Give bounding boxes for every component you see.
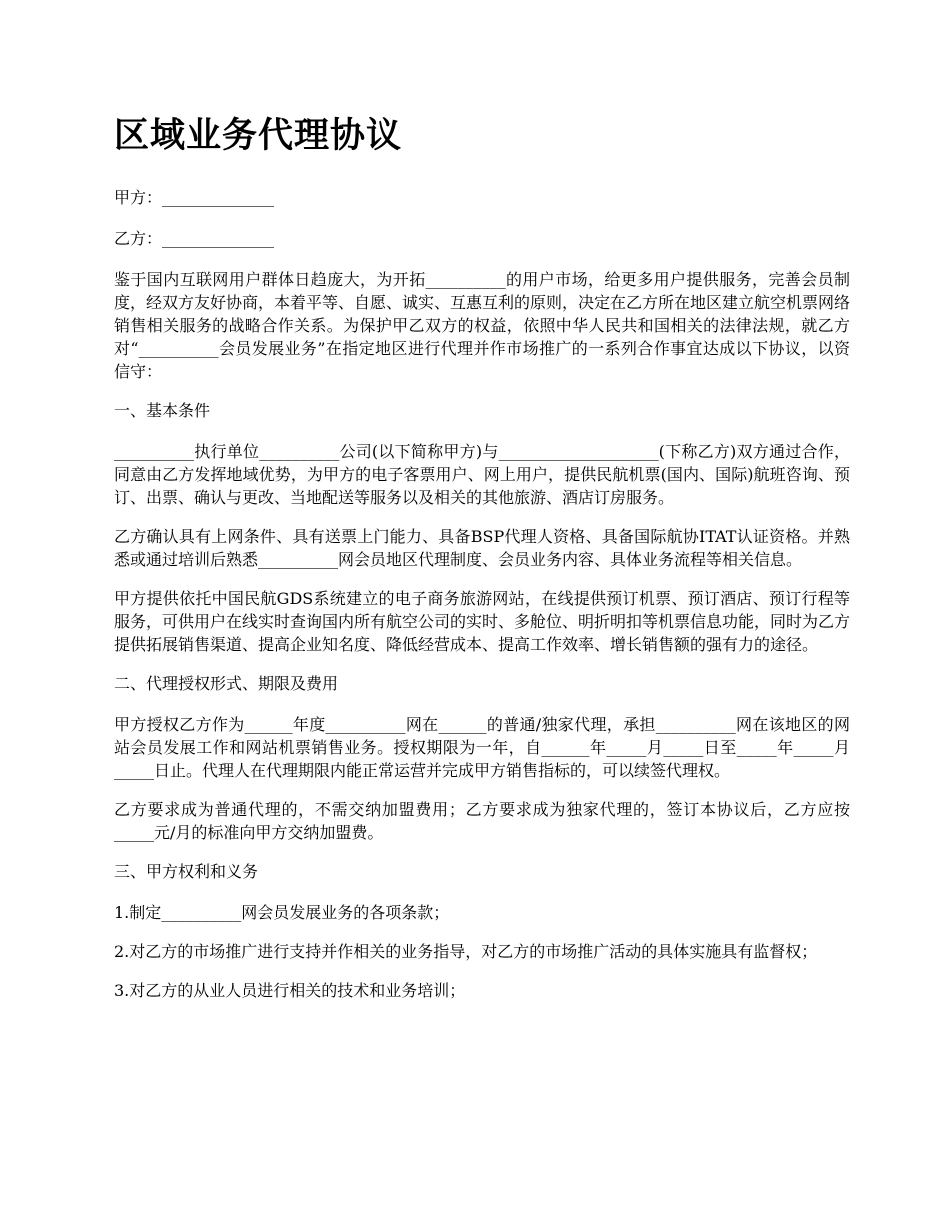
section-3-item-1: 1.制定__________网会员发展业务的各项条款；: [114, 903, 450, 922]
section-3-heading: 三、甲方权利和义务: [114, 862, 259, 881]
section-3-item-3: 3.对乙方的从业人员进行相关的技术和业务培训；: [114, 981, 466, 1000]
section-2-paragraph-1: 甲方授权乙方作为______年度__________网在______的普通/独家代理，承担__________网在该地区的网站会员发展工作和网站机票销售业务。授权期限为一年，自______年_____月_____日至_____年_____月_____日止。代理人在代理期限内能正常运营并完成甲方销售指标的，可以续签代理权。: [114, 715, 850, 780]
party-a-line: 甲方：______________: [114, 188, 275, 207]
section-1-heading: 一、基本条件: [114, 401, 211, 420]
section-1-paragraph-2: 乙方确认具有上网条件、具有送票上门能力、具备BSP代理人资格、具备国际航协ITAT认证资格。并熟悉或通过培训后熟悉__________网会员地区代理制度、会员业务内容、具体业务流程等相关信息。: [114, 527, 850, 569]
document-title: 区域业务代理协议: [114, 115, 403, 156]
intro-paragraph: 鉴于国内互联网用户群体日趋庞大，为开拓__________的用户市场，给更多用户提供服务，完善会员制度，经双方友好协商，本着平等、自愿、诚实、互惠互利的原则，决定在乙方所在地区建立航空机票网络销售相关服务的战略合作关系。为保护甲乙双方的权益，依照中华人民共和国相关的法律法规，就乙方对“__________会员发展业务”在指定地区进行代理并作市场推广的一系列合作事宜达成以下协议，以资信守：: [114, 270, 851, 381]
section-2-heading: 二、代理授权形式、期限及费用: [114, 674, 339, 693]
section-1-paragraph-1: __________执行单位__________公司(以下简称甲方)与____________________(下称乙方)双方通过合作，同意由乙方发挥地域优势，为甲方的电子客票用户、网上用户，提供民航机票(国内、国际)航班咨询、预订、出票、确认与更改、当地配送等服务以及相关的其他旅游、酒店订房服务。: [114, 442, 850, 507]
section-2-paragraph-2: 乙方要求成为普通代理的，不需交纳加盟费用；乙方要求成为独家代理的，签订本协议后，乙方应按_____元/月的标准向甲方交纳加盟费。: [114, 800, 850, 842]
section-3-item-2: 2.对乙方的市场推广进行支持并作相关的业务指导，对乙方的市场推广活动的具体实施具有监督权；: [114, 942, 818, 961]
document-page: [114, 110, 850, 1018]
party-b-line: 乙方：______________: [114, 229, 275, 248]
section-1-paragraph-3: 甲方提供依托中国民航GDS系统建立的电子商务旅游网站，在线提供预订机票、预订酒店、预订行程等服务，可供用户在线实时查询国内所有航空公司的实时、多舱位、明折明扣等机票信息功能，同时为乙方提供拓展销售渠道、提高企业知名度、降低经营成本、提高工作效率、增长销售额的强有力的途径。: [114, 589, 851, 654]
